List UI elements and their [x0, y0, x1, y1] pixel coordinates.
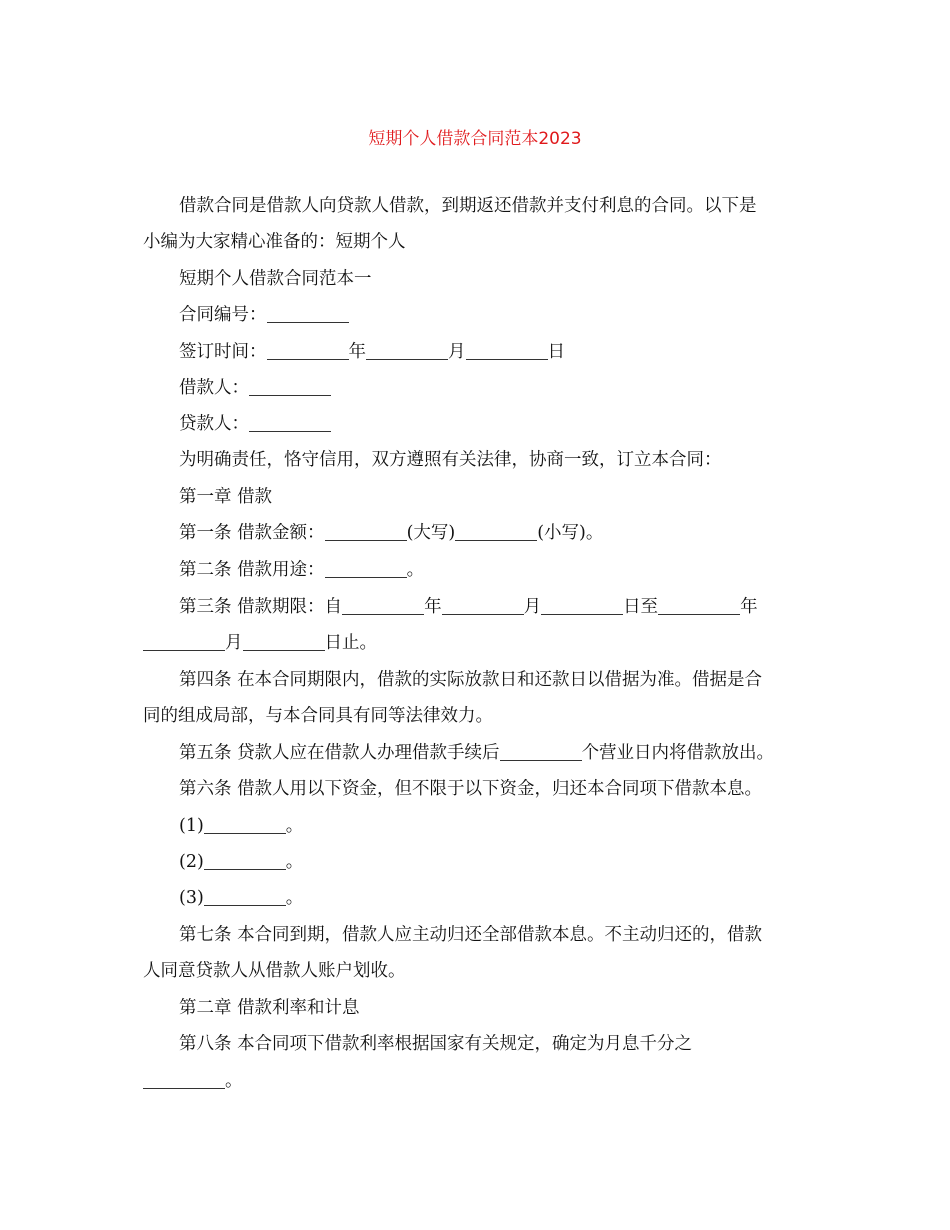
- day-label: 日: [547, 342, 565, 362]
- fund-item-2-blank[interactable]: [204, 851, 286, 870]
- sign-month-blank[interactable]: [366, 341, 448, 360]
- fund-item-3-blank[interactable]: [204, 887, 286, 906]
- fund-item-end: 。: [285, 888, 304, 908]
- article-8-end: 。: [225, 1071, 243, 1091]
- section-heading-1: 短期个人借款合同范本一: [179, 269, 372, 289]
- sign-year-blank[interactable]: [267, 341, 349, 360]
- month-label: 月: [523, 597, 542, 617]
- article-8-line-1: 第八条 本合同项下借款利率根据国家有关规定，确定为月息千分之: [179, 1034, 693, 1054]
- article-3-line-1: [179, 596, 758, 618]
- amount-upper-label: (大写): [406, 523, 456, 543]
- document-title: 短期个人借款合同范本2023: [368, 129, 582, 149]
- fund-item-2: [179, 851, 303, 873]
- intro-line-1: 借款合同是借款人向贷款人借款，到期返还借款并支付利息的合同。以下是: [179, 196, 757, 216]
- lender-label: 贷款人：: [179, 414, 249, 434]
- start-year-blank[interactable]: [342, 596, 424, 615]
- amount-lower-label: (小写)。: [537, 523, 604, 543]
- end-year-blank[interactable]: [658, 596, 740, 615]
- article-4-line-2: 同的组成局部，与本合同具有同等法律效力。: [143, 706, 493, 726]
- article-3-label: 第三条 借款期限：自: [179, 597, 343, 617]
- fund-item-2-label: (2): [179, 852, 204, 872]
- end-month-blank[interactable]: [143, 632, 225, 651]
- start-day-blank[interactable]: [541, 596, 623, 615]
- borrower-label: 借款人：: [179, 378, 249, 398]
- start-month-blank[interactable]: [442, 596, 524, 615]
- amount-lower-blank[interactable]: [455, 522, 537, 541]
- year-label: 年: [740, 597, 758, 617]
- article-2-label: 第二条 借款用途：: [179, 560, 325, 580]
- article-1: [179, 522, 603, 544]
- borrower-line: [179, 377, 331, 399]
- business-days-blank[interactable]: [500, 742, 582, 761]
- article-5-text-a: 第五条 贷款人应在借款人办理借款手续后: [179, 743, 500, 763]
- article-2: [179, 559, 424, 581]
- chapter-1-heading: 第一章 借款: [179, 487, 273, 507]
- month-label: 月: [448, 342, 466, 362]
- borrower-blank[interactable]: [249, 377, 331, 396]
- interest-rate-blank[interactable]: [143, 1070, 225, 1089]
- contract-number-blank[interactable]: [267, 304, 349, 323]
- lender-line: [179, 413, 331, 435]
- purpose-blank[interactable]: [325, 559, 407, 578]
- fund-item-1-blank[interactable]: [204, 815, 286, 834]
- fund-item-3: [179, 887, 303, 909]
- contract-number-label: 合同编号：: [179, 305, 267, 325]
- fund-item-end: 。: [285, 816, 304, 836]
- amount-upper-blank[interactable]: [325, 522, 407, 541]
- chapter-2-heading: 第二章 借款利率和计息: [179, 998, 360, 1018]
- fund-item-1: [179, 815, 303, 837]
- sign-time-label: 签订时间：: [179, 342, 267, 362]
- article-7-line-1: 第七条 本合同到期，借款人应主动归还全部借款本息。不主动归还的，借款: [179, 925, 763, 945]
- fund-item-end: 。: [285, 852, 304, 872]
- end-day-blank[interactable]: [243, 632, 325, 651]
- article-6: 第六条 借款人用以下资金，但不限于以下资金，归还本合同项下借款本息。: [179, 779, 763, 799]
- preamble: 为明确责任，恪守信用，双方遵照有关法律，协商一致，订立本合同：: [179, 450, 722, 470]
- intro-line-2: 小编为大家精心准备的：短期个人: [143, 232, 406, 252]
- article-3-end: 日止。: [324, 633, 377, 653]
- fund-item-3-label: (3): [179, 888, 204, 908]
- article-5-text-b: 个营业日内将借款放出。: [581, 743, 775, 763]
- year-label: 年: [424, 597, 442, 617]
- year-label: 年: [348, 342, 366, 362]
- article-2-end: 。: [406, 560, 425, 580]
- article-1-label: 第一条 借款金额：: [179, 523, 325, 543]
- sign-day-blank[interactable]: [466, 341, 548, 360]
- article-4-line-1: 第四条 在本合同期限内，借款的实际放款日和还款日以借据为准。借据是合: [179, 670, 763, 690]
- article-3-to: 日至: [623, 597, 659, 617]
- fund-item-1-label: (1): [179, 816, 204, 836]
- month-label: 月: [225, 633, 243, 653]
- article-3-line-2: [143, 632, 377, 654]
- sign-time-line: [179, 341, 565, 363]
- article-5: [179, 742, 774, 764]
- contract-number-line: [179, 304, 349, 326]
- article-7-line-2: 人同意贷款人从借款人账户划收。: [143, 961, 406, 981]
- lender-blank[interactable]: [249, 413, 331, 432]
- article-8-line-2: [143, 1070, 243, 1092]
